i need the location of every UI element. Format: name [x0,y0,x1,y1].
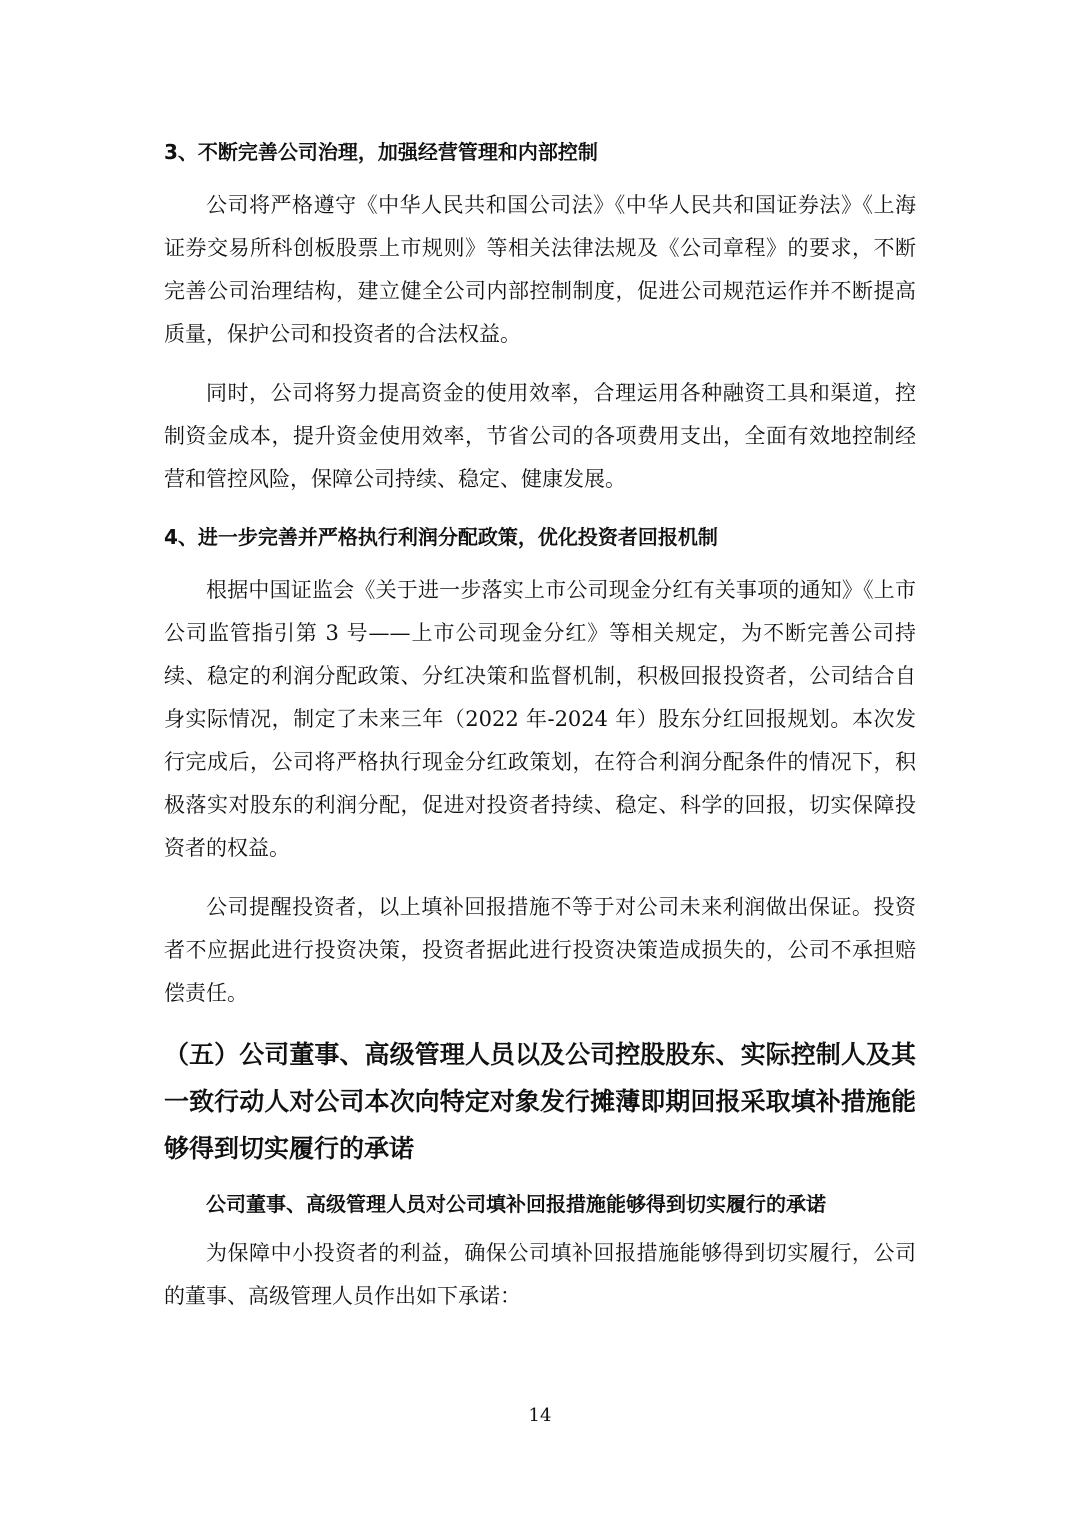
page-number: 14 [528,1405,552,1426]
section-5-heading: （五）公司董事、高级管理人员以及公司控股股东、实际控制人及其一致行动人对公司本次向特定对象发行摊薄即期回报采取填补措施能够得到切实履行的承诺 [164,1040,916,1163]
section-3-paragraph-1: 公司将严格遵守《中华人民共和国公司法》《中华人民共和国证券法》《上海证券交易所科创板股票上市规则》等相关法律法规及《公司章程》的要求，不断完善公司治理结构，建立健全公司内部控制制度，促进公司规范运作并不断提高质量，保护公司和投资者的合法权益。 [164,193,916,346]
section-4-heading: 4、进一步完善并严格执行利润分配政策，优化投资者回报机制 [164,525,718,549]
section-4-paragraph-2: 公司提醒投资者，以上填补回报措施不等于对公司未来利润做出保证。投资者不应据此进行投资决策，投资者据此进行投资决策造成损失的，公司不承担赔偿责任。 [164,895,916,1005]
section-5-subheading: 公司董事、高级管理人员对公司填补回报措施能够得到切实履行的承诺 [206,1192,826,1216]
section-3-heading: 3、不断完善公司治理，加强经营管理和内部控制 [164,140,598,164]
section-4-paragraph-1: 根据中国证监会《关于进一步落实上市公司现金分红有关事项的通知》《上市公司监管指引第 3 号——上市公司现金分红》等相关规定，为不断完善公司持续、稳定的利润分配政策、分红决策和监督机制，积极回报投资者，公司结合自身实际情况，制定了未来三年（2022 年-2024 年）股东分红回报规划。本次发行完成后，公司将严格执行现金分红政策划，在符合利润分配条件的情况下，积极落实对股东的利润分配，促进对投资者持续、稳定、科学的回报，切实保障投资者的权益。 [164,578,916,860]
section-5-paragraph-1: 为保障中小投资者的利益，确保公司填补回报措施能够得到切实履行，公司的董事、高级管理人员作出如下承诺： [164,1241,916,1308]
section-3-paragraph-2: 同时，公司将努力提高资金的使用效率，合理运用各种融资工具和渠道，控制资金成本，提升资金使用效率，节省公司的各项费用支出，全面有效地控制经营和管控风险，保障公司持续、稳定、健康发展。 [164,381,916,491]
page-content [164,132,916,1334]
